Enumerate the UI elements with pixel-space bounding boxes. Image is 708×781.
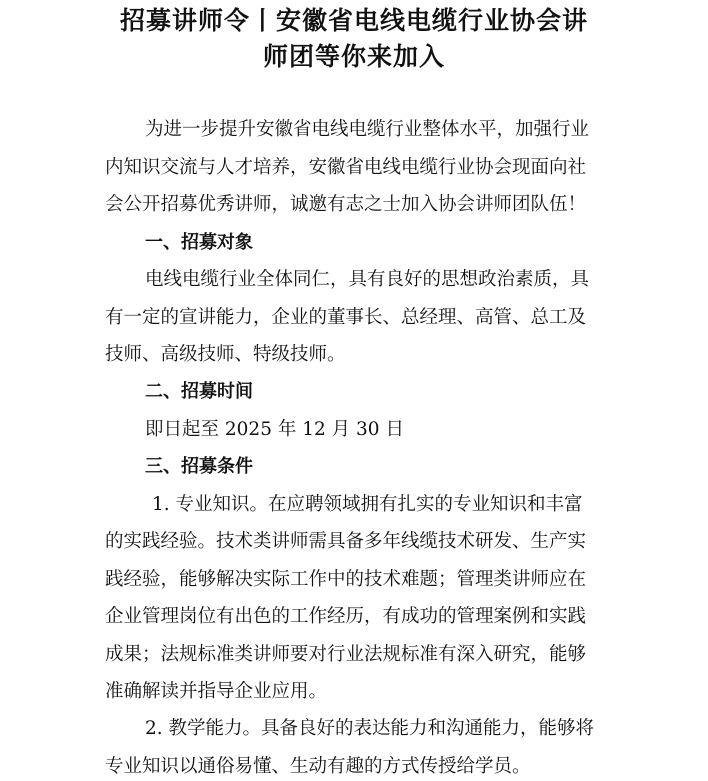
section-heading-recruit-conditions: 三、招募条件 [145, 456, 253, 477]
condition-item-2-line: 2. 教学能力。具备良好的表达能力和沟通能力，能够将 [145, 718, 595, 739]
condition-item-1-line: 成果；法规标准类讲师要对行业法规标准有深入研究，能够 [105, 644, 587, 665]
section1-line: 有一定的宣讲能力，企业的董事长、总经理、高管、总工及 [105, 307, 587, 328]
intro-paragraph-line: 为进一步提升安徽省电线电缆行业整体水平，加强行业 [145, 119, 590, 140]
condition-item-1-line: 的实践经验。技术类讲师需具备多年线缆技术研发、生产实 [105, 531, 587, 552]
condition-item-1-line: 1. 专业知识。在应聘领域拥有扎实的专业知识和丰富 [152, 494, 583, 515]
condition-item-1-line: 企业管理岗位有出色的工作经历，有成功的管理案例和实践 [105, 606, 587, 627]
article-title-line-2: 师团等你来加入 [262, 42, 445, 71]
section1-line: 技师、高级技师、特级技师。 [105, 344, 346, 365]
intro-paragraph-line: 会公开招募优秀讲师，诚邀有志之士加入协会讲师团队伍！ [105, 194, 587, 215]
article-title-line-1: 招募讲师令丨安徽省电线电缆行业协会讲 [119, 6, 588, 35]
intro-paragraph-line: 内知识交流与人才培养，安徽省电线电缆行业协会现面向社 [105, 157, 587, 178]
section-heading-recruit-time: 二、招募时间 [145, 381, 253, 402]
condition-item-1-line: 准确解读并指导企业应用。 [105, 681, 328, 702]
condition-item-1-line: 践经验，能够解决实际工作中的技术难题；管理类讲师应在 [105, 569, 587, 590]
section1-line: 电线电缆行业全体同仁，具有良好的思想政治素质，具 [145, 269, 590, 290]
condition-item-2-line: 专业知识以通俗易懂、生动有趣的方式传授给学员。 [105, 756, 531, 777]
section2-line: 即日起至 2025 年 12 月 30 日 [145, 419, 404, 440]
section-heading-recruit-target: 一、招募对象 [145, 232, 253, 253]
